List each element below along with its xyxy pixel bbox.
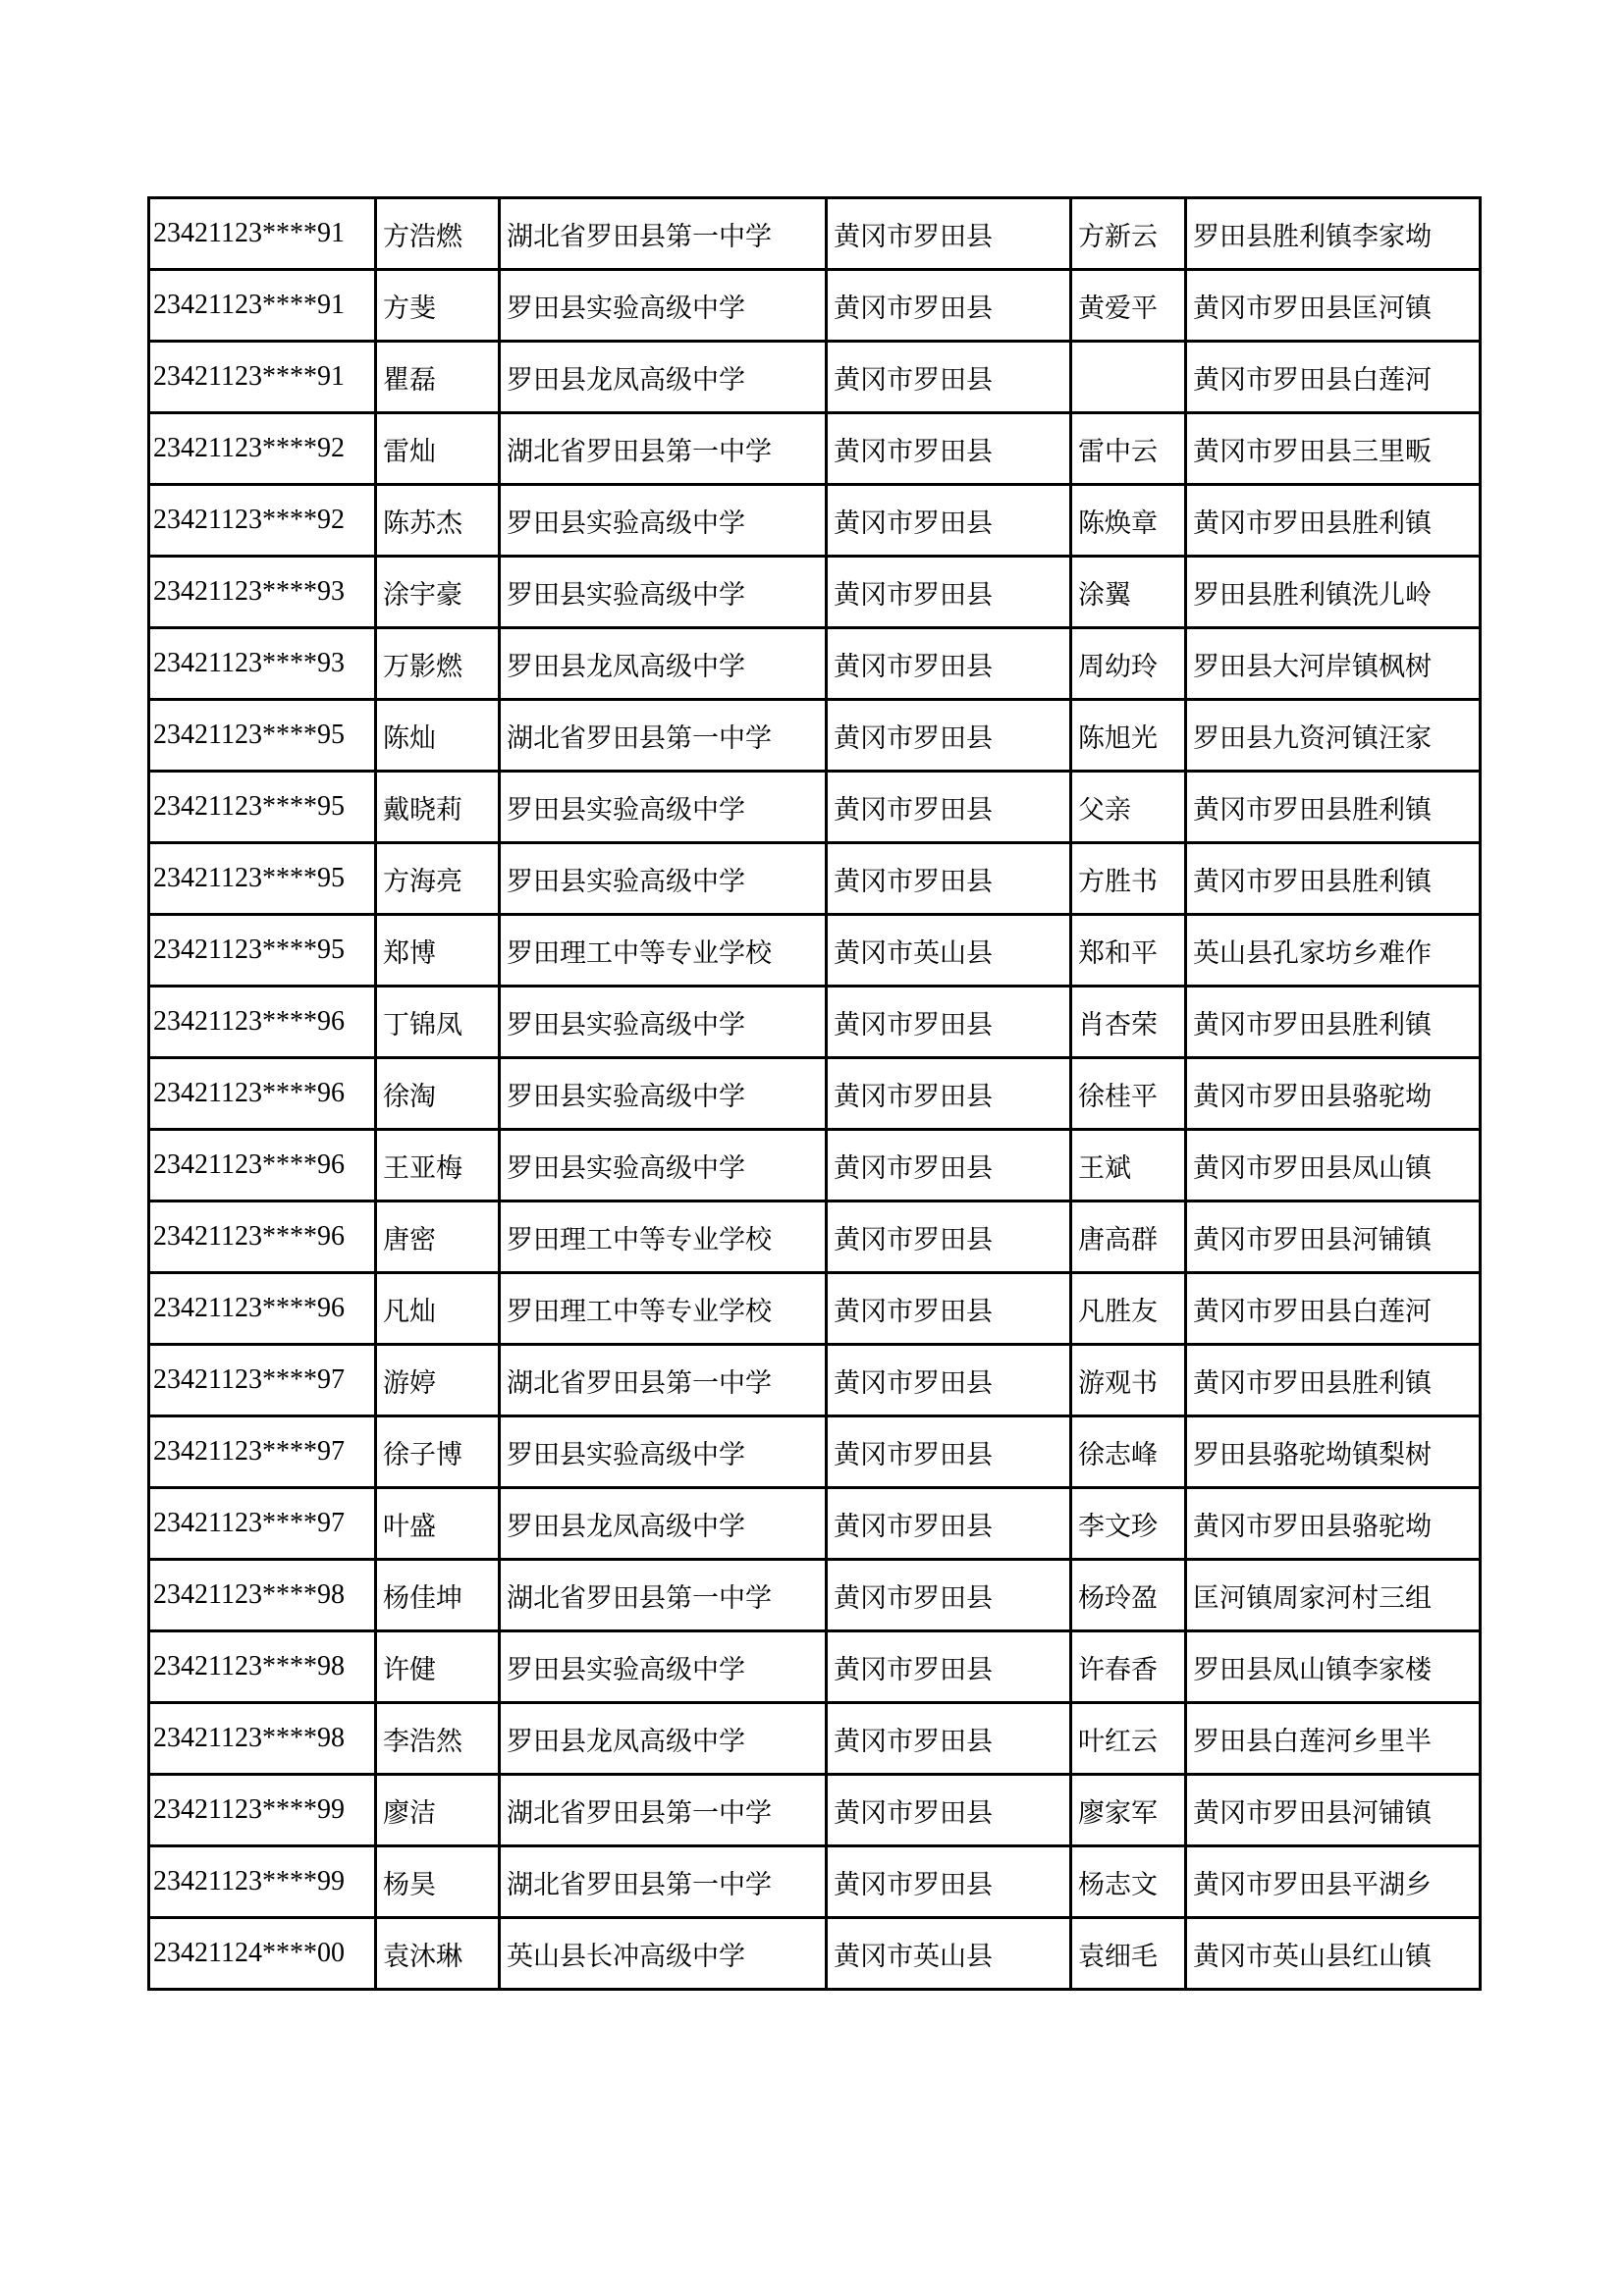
guardian-name-cell: 游观书 <box>1071 1345 1186 1416</box>
address-cell: 罗田县大河岸镇枫树 <box>1186 628 1481 700</box>
guardian-name-cell: 唐高群 <box>1071 1201 1186 1273</box>
region-cell: 黄冈市罗田县 <box>827 1058 1071 1130</box>
exam-id-cell: 23421123****93 <box>149 628 376 700</box>
school-cell: 湖北省罗田县第一中学 <box>500 198 827 270</box>
region-cell: 黄冈市罗田县 <box>827 1130 1071 1201</box>
exam-id-cell: 23421123****99 <box>149 1846 376 1918</box>
table-row <box>149 1130 1481 1201</box>
region-cell: 黄冈市罗田县 <box>827 772 1071 843</box>
student-name-cell: 方海亮 <box>376 843 500 915</box>
table-row <box>149 700 1481 772</box>
region-cell: 黄冈市罗田县 <box>827 1631 1071 1703</box>
address-cell: 罗田县骆驼坳镇梨树 <box>1186 1416 1481 1488</box>
address-cell: 黄冈市罗田县胜利镇 <box>1186 772 1481 843</box>
table-row <box>149 628 1481 700</box>
guardian-name-cell: 叶红云 <box>1071 1703 1186 1775</box>
region-cell: 黄冈市罗田县 <box>827 1273 1071 1345</box>
student-name-cell: 袁沐琳 <box>376 1918 500 1990</box>
guardian-name-cell: 陈焕章 <box>1071 485 1186 557</box>
region-cell: 黄冈市罗田县 <box>827 485 1071 557</box>
exam-id-cell: 23421123****97 <box>149 1488 376 1560</box>
table-row <box>149 1058 1481 1130</box>
student-name-cell: 徐淘 <box>376 1058 500 1130</box>
table-row <box>149 1201 1481 1273</box>
exam-id-cell: 23421123****95 <box>149 700 376 772</box>
address-cell: 黄冈市罗田县河铺镇 <box>1186 1775 1481 1846</box>
table-row <box>149 342 1481 413</box>
region-cell: 黄冈市英山县 <box>827 915 1071 987</box>
school-cell: 湖北省罗田县第一中学 <box>500 1560 827 1631</box>
exam-id-cell: 23421123****92 <box>149 485 376 557</box>
exam-id-cell: 23421123****96 <box>149 987 376 1058</box>
address-cell: 黄冈市罗田县三里畈 <box>1186 413 1481 485</box>
address-cell: 黄冈市罗田县胜利镇 <box>1186 1345 1481 1416</box>
region-cell: 黄冈市罗田县 <box>827 198 1071 270</box>
region-cell: 黄冈市罗田县 <box>827 342 1071 413</box>
guardian-name-cell: 雷中云 <box>1071 413 1186 485</box>
table-row <box>149 1846 1481 1918</box>
school-cell: 罗田县龙凤高级中学 <box>500 1703 827 1775</box>
address-cell: 黄冈市罗田县胜利镇 <box>1186 485 1481 557</box>
guardian-name-cell: 周幼玲 <box>1071 628 1186 700</box>
school-cell: 湖北省罗田县第一中学 <box>500 1345 827 1416</box>
school-cell: 湖北省罗田县第一中学 <box>500 413 827 485</box>
table-row <box>149 1416 1481 1488</box>
guardian-name-cell: 黄爱平 <box>1071 270 1186 342</box>
region-cell: 黄冈市罗田县 <box>827 270 1071 342</box>
region-cell: 黄冈市罗田县 <box>827 843 1071 915</box>
table-row <box>149 198 1481 270</box>
school-cell: 罗田县实验高级中学 <box>500 1631 827 1703</box>
guardian-name-cell: 方胜书 <box>1071 843 1186 915</box>
exam-id-cell: 23421123****98 <box>149 1631 376 1703</box>
student-name-cell: 戴晓莉 <box>376 772 500 843</box>
exam-id-cell: 23421123****95 <box>149 772 376 843</box>
exam-id-cell: 23421123****97 <box>149 1416 376 1488</box>
school-cell: 罗田县实验高级中学 <box>500 557 827 628</box>
guardian-name-cell: 王斌 <box>1071 1130 1186 1201</box>
student-name-cell: 游婷 <box>376 1345 500 1416</box>
guardian-name-cell: 廖家军 <box>1071 1775 1186 1846</box>
address-cell: 罗田县凤山镇李家楼 <box>1186 1631 1481 1703</box>
exam-id-cell: 23421123****96 <box>149 1273 376 1345</box>
student-name-cell: 陈苏杰 <box>376 485 500 557</box>
table-row <box>149 1775 1481 1846</box>
region-cell: 黄冈市罗田县 <box>827 1416 1071 1488</box>
exam-id-cell: 23421123****97 <box>149 1345 376 1416</box>
region-cell: 黄冈市罗田县 <box>827 1488 1071 1560</box>
table-row <box>149 557 1481 628</box>
student-name-cell: 徐子博 <box>376 1416 500 1488</box>
table-row <box>149 1703 1481 1775</box>
region-cell: 黄冈市罗田县 <box>827 1201 1071 1273</box>
address-cell: 黄冈市罗田县匡河镇 <box>1186 270 1481 342</box>
guardian-name-cell: 陈旭光 <box>1071 700 1186 772</box>
exam-id-cell: 23421123****96 <box>149 1201 376 1273</box>
student-name-cell: 许健 <box>376 1631 500 1703</box>
student-name-cell: 方浩燃 <box>376 198 500 270</box>
guardian-name-cell: 杨玲盈 <box>1071 1560 1186 1631</box>
student-name-cell: 丁锦凤 <box>376 987 500 1058</box>
table-row <box>149 1488 1481 1560</box>
address-cell: 黄冈市罗田县白莲河 <box>1186 1273 1481 1345</box>
exam-id-cell: 23421123****99 <box>149 1775 376 1846</box>
guardian-name-cell: 徐桂平 <box>1071 1058 1186 1130</box>
exam-id-cell: 23421123****95 <box>149 915 376 987</box>
student-name-cell: 万影燃 <box>376 628 500 700</box>
school-cell: 罗田县实验高级中学 <box>500 1416 827 1488</box>
school-cell: 湖北省罗田县第一中学 <box>500 1846 827 1918</box>
student-name-cell: 雷灿 <box>376 413 500 485</box>
student-name-cell: 叶盛 <box>376 1488 500 1560</box>
student-name-cell: 陈灿 <box>376 700 500 772</box>
school-cell: 罗田理工中等专业学校 <box>500 1273 827 1345</box>
address-cell: 罗田县胜利镇李家坳 <box>1186 198 1481 270</box>
table-row <box>149 915 1481 987</box>
school-cell: 罗田理工中等专业学校 <box>500 1201 827 1273</box>
address-cell: 匡河镇周家河村三组 <box>1186 1560 1481 1631</box>
guardian-name-cell: 涂翼 <box>1071 557 1186 628</box>
guardian-name-cell: 凡胜友 <box>1071 1273 1186 1345</box>
address-cell: 黄冈市罗田县胜利镇 <box>1186 987 1481 1058</box>
address-cell: 黄冈市罗田县河铺镇 <box>1186 1201 1481 1273</box>
student-name-cell: 凡灿 <box>376 1273 500 1345</box>
guardian-name-cell: 父亲 <box>1071 772 1186 843</box>
address-cell: 罗田县九资河镇汪家 <box>1186 700 1481 772</box>
school-cell: 罗田县实验高级中学 <box>500 270 827 342</box>
exam-id-cell: 23421123****96 <box>149 1130 376 1201</box>
student-name-cell: 杨昊 <box>376 1846 500 1918</box>
exam-id-cell: 23421123****95 <box>149 843 376 915</box>
school-cell: 罗田县实验高级中学 <box>500 1130 827 1201</box>
student-name-cell: 方斐 <box>376 270 500 342</box>
region-cell: 黄冈市罗田县 <box>827 628 1071 700</box>
table-body <box>149 198 1481 1990</box>
table-row <box>149 1345 1481 1416</box>
address-cell: 黄冈市罗田县胜利镇 <box>1186 843 1481 915</box>
guardian-name-cell: 袁细毛 <box>1071 1918 1186 1990</box>
region-cell: 黄冈市罗田县 <box>827 557 1071 628</box>
school-cell: 罗田县实验高级中学 <box>500 485 827 557</box>
address-cell: 黄冈市罗田县白莲河 <box>1186 342 1481 413</box>
school-cell: 罗田县龙凤高级中学 <box>500 1488 827 1560</box>
address-cell: 罗田县胜利镇洗儿岭 <box>1186 557 1481 628</box>
address-cell: 黄冈市英山县红山镇 <box>1186 1918 1481 1990</box>
address-cell: 黄冈市罗田县骆驼坳 <box>1186 1058 1481 1130</box>
exam-id-cell: 23421124****00 <box>149 1918 376 1990</box>
region-cell: 黄冈市罗田县 <box>827 1560 1071 1631</box>
table-row <box>149 270 1481 342</box>
guardian-name-cell: 方新云 <box>1071 198 1186 270</box>
guardian-name-cell: 杨志文 <box>1071 1846 1186 1918</box>
exam-id-cell: 23421123****96 <box>149 1058 376 1130</box>
region-cell: 黄冈市罗田县 <box>827 1345 1071 1416</box>
table-row <box>149 485 1481 557</box>
table-row <box>149 1273 1481 1345</box>
region-cell: 黄冈市罗田县 <box>827 1703 1071 1775</box>
student-name-cell: 王亚梅 <box>376 1130 500 1201</box>
region-cell: 黄冈市罗田县 <box>827 413 1071 485</box>
table-row <box>149 987 1481 1058</box>
school-cell: 湖北省罗田县第一中学 <box>500 1775 827 1846</box>
table-row <box>149 1631 1481 1703</box>
exam-id-cell: 23421123****93 <box>149 557 376 628</box>
school-cell: 英山县长冲高级中学 <box>500 1918 827 1990</box>
table-row <box>149 843 1481 915</box>
address-cell: 罗田县白莲河乡里半 <box>1186 1703 1481 1775</box>
school-cell: 罗田县实验高级中学 <box>500 772 827 843</box>
student-name-cell: 郑博 <box>376 915 500 987</box>
exam-id-cell: 23421123****91 <box>149 198 376 270</box>
region-cell: 黄冈市罗田县 <box>827 700 1071 772</box>
address-cell: 黄冈市罗田县平湖乡 <box>1186 1846 1481 1918</box>
table-row <box>149 1918 1481 1990</box>
school-cell: 罗田县龙凤高级中学 <box>500 342 827 413</box>
table-row <box>149 413 1481 485</box>
guardian-name-cell <box>1071 342 1186 413</box>
exam-id-cell: 23421123****91 <box>149 342 376 413</box>
school-cell: 罗田县实验高级中学 <box>500 1058 827 1130</box>
school-cell: 罗田县实验高级中学 <box>500 987 827 1058</box>
school-cell: 罗田县龙凤高级中学 <box>500 628 827 700</box>
region-cell: 黄冈市罗田县 <box>827 1775 1071 1846</box>
exam-id-cell: 23421123****98 <box>149 1560 376 1631</box>
student-name-cell: 涂宇豪 <box>376 557 500 628</box>
exam-id-cell: 23421123****92 <box>149 413 376 485</box>
address-cell: 黄冈市罗田县凤山镇 <box>1186 1130 1481 1201</box>
region-cell: 黄冈市罗田县 <box>827 987 1071 1058</box>
guardian-name-cell: 郑和平 <box>1071 915 1186 987</box>
guardian-name-cell: 李文珍 <box>1071 1488 1186 1560</box>
student-name-cell: 唐密 <box>376 1201 500 1273</box>
student-name-cell: 李浩然 <box>376 1703 500 1775</box>
guardian-name-cell: 肖杏荣 <box>1071 987 1186 1058</box>
region-cell: 黄冈市罗田县 <box>827 1846 1071 1918</box>
exam-id-cell: 23421123****98 <box>149 1703 376 1775</box>
school-cell: 湖北省罗田县第一中学 <box>500 700 827 772</box>
exam-id-cell: 23421123****91 <box>149 270 376 342</box>
table-row <box>149 1560 1481 1631</box>
guardian-name-cell: 徐志峰 <box>1071 1416 1186 1488</box>
guardian-name-cell: 许春香 <box>1071 1631 1186 1703</box>
student-list-table <box>147 196 1482 1991</box>
school-cell: 罗田县实验高级中学 <box>500 843 827 915</box>
student-name-cell: 杨佳坤 <box>376 1560 500 1631</box>
student-name-cell: 瞿磊 <box>376 342 500 413</box>
table-row <box>149 772 1481 843</box>
student-name-cell: 廖洁 <box>376 1775 500 1846</box>
address-cell: 黄冈市罗田县骆驼坳 <box>1186 1488 1481 1560</box>
address-cell: 英山县孔家坊乡难作 <box>1186 915 1481 987</box>
school-cell: 罗田理工中等专业学校 <box>500 915 827 987</box>
region-cell: 黄冈市英山县 <box>827 1918 1071 1990</box>
